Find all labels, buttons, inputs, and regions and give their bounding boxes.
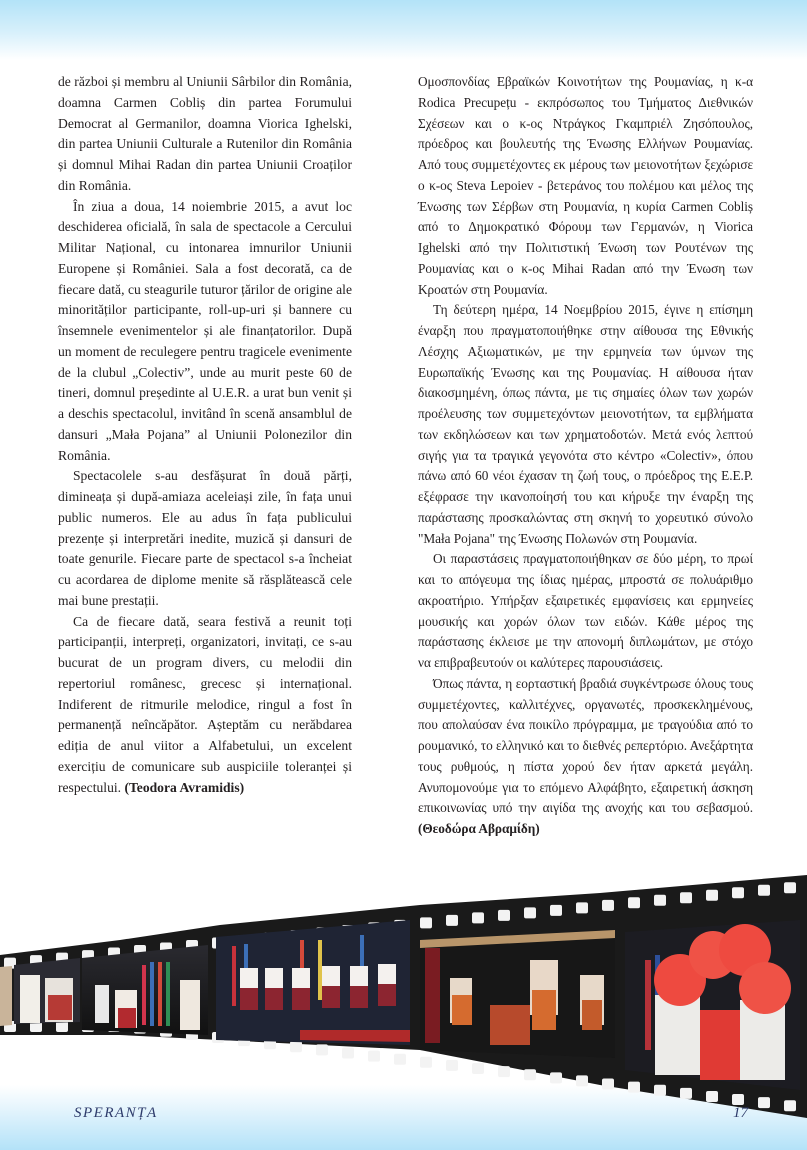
- sprocket-hole: [472, 912, 484, 923]
- sprocket-hole: [706, 890, 718, 901]
- sprocket-hole: [420, 1057, 432, 1068]
- photo-bulgarian-folk-dancers: [420, 930, 615, 1058]
- sprocket-hole: [628, 897, 640, 908]
- paragraph: de război și membru al Uniunii Sârbilor din România, doamna Carmen Cobliș din partea Forumului Democrat al Germanilor, doamna Viorica Ighelski, din partea Uniunii Culturale a Rutenilor din România și domnul Mihai Radan din partea Uniunii Croaților din România.: [58, 74, 352, 193]
- sprocket-hole: [394, 1054, 406, 1065]
- sprocket-hole: [680, 1088, 692, 1099]
- sprocket-hole: [498, 1066, 510, 1077]
- paragraph: [418, 674, 753, 840]
- sprocket-hole: [732, 1094, 744, 1105]
- paragraph: În ziua a doua, 14 noiembrie 2015, a avut loc deschiderea oficială, în sala de spectacole a Cercului Militar Național, cu intonarea imnurilor Uniunii Europene și României. Sala a fost decorată, ca de fiecare dată, cu steagurile tuturor țărilor de origine ale minorităților participante, roll-up-uri și bannere cu însemnele evenimentelor și ale finanțatorilor. După un moment de reculegere pentru tragicele evenimente de la clubul „Colectiv”, unde au murit peste 60 de tineri, domnul președinte al U.E.R. a urat bun venit și a deschis spectacolul, invitând în scenă ansamblul de dansuri „Mała Pojana” al Uniunii Polonezilor din România.: [58, 198, 352, 463]
- paragraph: Ομοσπονδίας Εβραϊκών Κοινοτήτων της Ρουμανίας, η κ-α Rodica Precupețu - εκπρόσωπος του Τμήματος Διεθνικών Σχέσεων και ο κ-ος Ντράγκος Γκαμπριέλ Ζησόπουλος, πρόεδρος και βουλευτής της Ένωσης Ελλήνων Ρουμανίας. Από τους συμμετέχοντες εκ μέρους των μειονοτήτων ξεχώρισε ο κ-ος Steva Lepoiev - βετεράνος του πολέμου και μέλος της Ένωσης των Σέρβων στη Ρουμανία, η κυρία Carmen Cobliș από το Δημοκρατικό Φόρουμ των Γερμανών, η Viorica Ighelski από την Πολιτιστική Ένωση των Ρουτένων της Ρουμανίας και ο κ-ος Mihai Radan από την Ένωση των Κροατών στη Ρουμανία.: [418, 74, 753, 297]
- sprocket-hole: [706, 1091, 718, 1102]
- sprocket-hole: [784, 1100, 796, 1111]
- sprocket-hole: [472, 1063, 484, 1074]
- sprocket-hole: [654, 1085, 666, 1096]
- photo-filmstrip: [0, 860, 807, 1130]
- sprocket-hole: [446, 915, 458, 926]
- sprocket-hole: [758, 885, 770, 896]
- sprocket-hole: [628, 1082, 640, 1093]
- sprocket-hole: [368, 1051, 380, 1062]
- magazine-title: SPERANȚA: [74, 1105, 158, 1121]
- photo-folk-dancers-with-flags: [82, 945, 208, 1035]
- sprocket-hole: [550, 905, 562, 916]
- paragraph: Spectacolele s-au desfășurat în două părți, dimineața și după-amiaza aceleiași zile, în fața unui public numeros. Ele au adus în fața publicului prezențe și interpretări inedite, muzică și dansuri de toate genurile. Fiecare parte de spectacol s-a încheiat cu acordarea de diplome menite să răsplătească cele mai bune prestații.: [58, 468, 352, 608]
- paragraph: [58, 612, 352, 799]
- sprocket-hole: [446, 1060, 458, 1071]
- paragraph: Τη δεύτερη ημέρα, 14 Νοεμβρίου 2015, έγινε η επίσημη έναρξη που πραγματοποιήθηκε στην αίθουσα της Εθνικής Λέσχης Αξιωματικών, με την ερμηνεία των ύμνων της Ευρωπαϊκής Ένωσης και της Ρουμανίας. Η αίθουσα ήταν διακοσμημένη, όπως πάντα, με τις σημαίες όλων των χωρών προέλευσης των συμμετεχόντων μειονοτήτων, τα εμβλήματα των εκδηλώσεων και των χρηματοδοτών. Μετά ενός λεπτού σιγής για τα τραγικά γεγονότα στο κέντρο «Colectiv», όπου πάνω από 60 νέοι έχασαν τη ζωή τους, ο πρόεδρος της Ε.Ε.Ρ. εξέφρασε την ικανοποίησή του και κήρυξε την έναρξη της παράστασης προσκαλώντας στη σκηνή το χορευτικό σύνολο "Mała Pojana" της Ένωσης Πολωνών στη Ρουμανία.: [418, 302, 753, 546]
- paragraph: Οι παραστάσεις πραγματοποιήθηκαν σε δύο μέρη, το πρωί και το απόγευμα της ίδιας ημέρας, μπροστά σε πολυάριθμο ακροατήριο. Υπήρξαν εξαιρετικές εμφανίσεις και ερμηνείες μουσικής και χορών όλων των ειδών. Κάθε μέρος της παράστασης έκλεισε με την απονομή διπλωμάτων, με στόχο να επιβραβευτούν οι καλύτερες παρουσιάσεις.: [418, 551, 753, 670]
- sprocket-hole: [290, 1041, 302, 1052]
- article-column-romanian: [58, 72, 352, 798]
- author-signature: (Teodora Avramidis): [124, 779, 245, 795]
- sprocket-hole: [602, 1079, 614, 1090]
- paragraph-text: Ca de fiecare dată, seara festivă a reunit toți participanții, interpreți, organizatori, invitați, ce s-au bucurat de un program divers, cu melodii din repertoriul românesc, grecesc și internațional. Indiferent de ritmurile melodice, ringul a fost în permanență neîncăpător. Așteptăm cu nerăbdarea ediția de anul viitor a Alfabetului, un excelent exercițiu de comunicare sub auspiciile toleranței și respectului.: [58, 613, 352, 795]
- sprocket-hole: [316, 1044, 328, 1055]
- sprocket-hole: [498, 910, 510, 921]
- sprocket-hole: [680, 892, 692, 903]
- photo-choir-girls: [216, 920, 410, 1045]
- sprocket-hole: [784, 882, 796, 893]
- photo-folk-dance-couple: [0, 958, 80, 1026]
- sprocket-hole: [550, 1072, 562, 1083]
- author-signature: (Θεοδώρα Αβραμίδη): [418, 821, 540, 836]
- sprocket-hole: [732, 887, 744, 898]
- page-number: 17: [733, 1105, 748, 1121]
- sprocket-hole: [420, 917, 432, 928]
- sprocket-hole: [576, 1075, 588, 1086]
- header-gradient-band: [0, 0, 807, 60]
- sprocket-hole: [654, 895, 666, 906]
- sprocket-hole: [524, 1069, 536, 1080]
- article-column-greek: [418, 72, 753, 840]
- sprocket-hole: [342, 1047, 354, 1058]
- sprocket-hole: [524, 907, 536, 918]
- sprocket-hole: [576, 902, 588, 913]
- sprocket-hole: [602, 900, 614, 911]
- paragraph-text: Όπως πάντα, η εορταστική βραδιά συγκέντρωσε όλους τους συμμετέχοντες, καλλιτέχνες, οργανωτές, προσκεκλημένους, που απολαύσαν ένα ποικίλο πρόγραμμα, με τραγούδια από το ρουμανικό, το ελληνικό και το διεθνές ρεπερτόριο. Ανεξάρτητα τους ρυθμούς, η πίστα χορού δεν ήταν αρκετά μεγάλη. Ανυπομονούμε για το επόμενο Αλφάβητο, εξαιρετική άσκηση επικοινωνίας υπό την αιγίδα της ανοχής και του σεβασμού.: [418, 675, 753, 816]
- sprocket-hole: [758, 1097, 770, 1108]
- photo-dancers-with-red-roses: [625, 920, 800, 1090]
